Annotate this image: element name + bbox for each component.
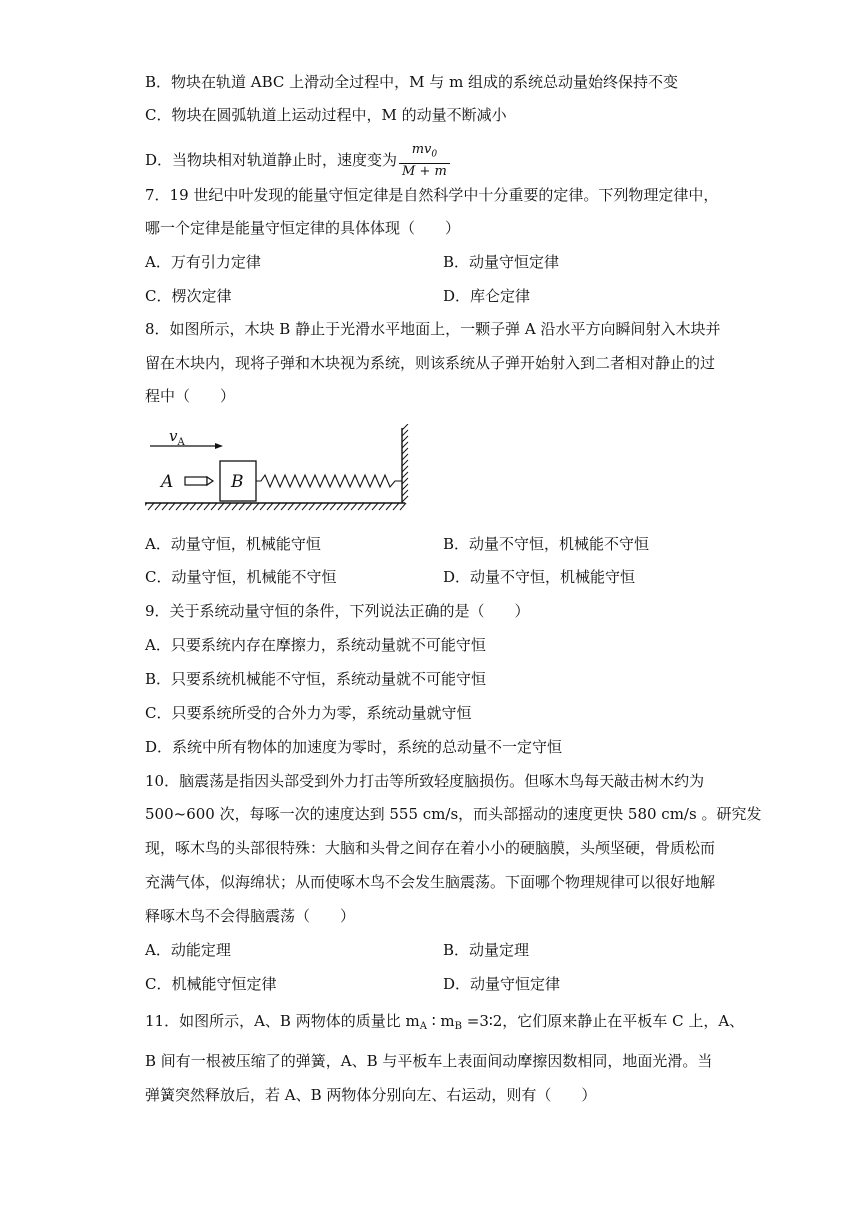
q10-stem-line2: 500~600 次，每啄一次的速度达到 555 cm/s，而头部摇动的速度更快 580 cm/s 。研究发: [145, 805, 762, 823]
q6-option-d-text: D．当物块相对轨道静止时，速度变为: [145, 151, 398, 169]
q8-option-b: B．动量不守恒，机械能不守恒: [443, 535, 650, 553]
q8-stem-line3: 程中（ ）: [145, 387, 236, 405]
q11-line1-part-a: 11．如图所示，A、B 两物体的质量比 m: [145, 1012, 420, 1030]
q10-option-a: A．动能定理: [145, 941, 231, 959]
fraction-denominator: M + m: [402, 163, 447, 179]
q8-option-a: A．动量守恒，机械能守恒: [145, 535, 321, 553]
bullet-block-spring-figure: [145, 424, 415, 516]
q8-stem-line2: 留在木块内，现将子弹和木块视为系统，则该系统从子弹开始射入到二者相对静止的过: [145, 354, 716, 372]
q8-stem-line1: 8．如图所示，木块 B 静止于光滑水平地面上，一颗子弹 A 沿水平方向瞬间射入木块并: [145, 320, 721, 338]
q11-line1-part-b: ∶ m: [426, 1012, 455, 1030]
q8-option-d: D．动量不守恒，机械能守恒: [443, 568, 636, 586]
q10-stem-line3: 现，啄木鸟的头部很特殊：大脑和头骨之间存在着小小的硬脑膜，头颅坚硬，骨质松而: [145, 839, 716, 857]
floor-hatching: [145, 503, 406, 510]
fraction-numerator: [399, 142, 450, 164]
q9-option-b: B．只要系统机械能不守恒，系统动量就不可能守恒: [145, 670, 487, 688]
q9-option-d: D．系统中所有物体的加速度为零时，系统的总动量不一定守恒: [145, 738, 563, 756]
q6-option-d: [145, 142, 450, 180]
fraction-numerator-sub: 0: [431, 149, 438, 160]
spring: [256, 475, 402, 487]
q9-option-a: A．只要系统内存在摩擦力，系统动量就不可能守恒: [145, 636, 486, 654]
mass-a-subscript: A: [419, 1021, 427, 1032]
fraction-numerator-text: mv: [411, 142, 432, 158]
q9-stem: 9．关于系统动量守恒的条件，下列说法正确的是（ ）: [145, 602, 530, 620]
q10-stem-line4: 充满气体，似海绵状；从而使啄木鸟不会发生脑震荡。下面哪个物理规律可以很好地解: [145, 873, 716, 891]
q7-option-d: D．库仑定律: [443, 287, 531, 305]
q7-option-c: C．楞次定律: [145, 287, 232, 305]
q8-option-c: C．动量守恒，机械能不守恒: [145, 568, 337, 586]
velocity-arrow-head: [215, 443, 223, 449]
q11-stem-line3: 弹簧突然释放后，若 A、B 两物体分别向左、右运动，则有（ ）: [145, 1086, 597, 1104]
bullet-label: A: [161, 472, 174, 492]
q6-option-b: B．物块在轨道 ABC 上滑动全过程中，M 与 m 组成的系统总动量始终保持不变: [145, 73, 679, 91]
block-label: B: [231, 472, 244, 492]
q11-line1-part-c: =3∶2，它们原来静止在平板车 C 上，A、: [461, 1012, 745, 1030]
q11-stem-line1: [145, 1010, 744, 1038]
q10-stem-line1: 10．脑震荡是指因头部受到外力打击等所致轻度脑损伤。但啄木鸟每天敲击树木约为: [145, 772, 705, 790]
q11-stem-line2: B 间有一根被压缩了的弹簧，A、B 与平板车上表面间动摩擦因数相同，地面光滑。当: [145, 1052, 713, 1070]
q7-option-b: B．动量守恒定律: [443, 253, 560, 271]
q7-option-a: A．万有引力定律: [145, 253, 261, 271]
q6-option-c: C．物块在圆弧轨道上运动过程中，M 的动量不断减小: [145, 106, 507, 124]
q9-option-c: C．只要系统所受的合外力为零，系统动量就守恒: [145, 704, 472, 722]
q10-stem-line5: 释啄木鸟不会得脑震荡（ ）: [145, 907, 356, 925]
q10-option-c: C．机械能守恒定律: [145, 975, 277, 993]
q7-stem-line2: 哪一个定律是能量守恒定律的具体体现（ ）: [145, 219, 461, 237]
velocity-fraction: [399, 142, 450, 180]
wall-hatching: [402, 424, 408, 502]
bullet-body: [185, 477, 207, 485]
q10-option-d: D．动量守恒定律: [443, 975, 561, 993]
bullet-tip: [207, 477, 213, 485]
velocity-label: $v_A$: [169, 427, 185, 448]
q7-stem-line1: 7．19 世纪中叶发现的能量守恒定律是自然科学中十分重要的定律。下列物理定律中，: [145, 186, 719, 204]
q10-option-b: B．动量定理: [443, 941, 530, 959]
mass-b-subscript: B: [454, 1021, 462, 1032]
